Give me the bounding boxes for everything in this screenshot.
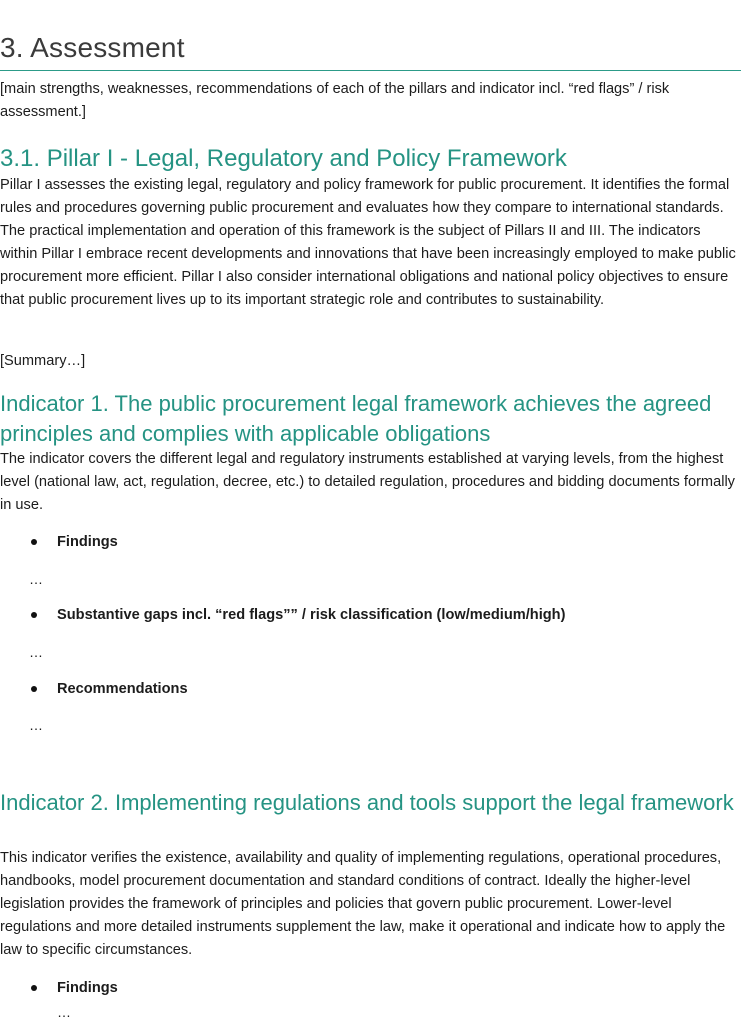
indicator2-title: Indicator 2. Implementing regulations and tools support the legal framework — [0, 790, 734, 815]
recommendations-placeholder: … — [29, 717, 43, 733]
findings-placeholder: … — [29, 571, 43, 587]
findings-label-2: Findings — [57, 980, 118, 996]
pillar-body: Pillar I assesses the existing legal, regulatory and policy framework for public procurement. It identifies the formal rules and procedures governing public procurement and evaluates how they compare to international standards. The practical implementation and operation of this framework is the subject of Pillars II and III. The indicators within Pillar I embrace recent developments and innovations that have been increasingly employed to make public procurement more efficient. Pillar I also consider international obligations and national policy objectives to ensure that public procurement lives up to its important strategic role and contributes to sustainability. — [0, 177, 736, 309]
pillar-summary: [Summary…] — [0, 353, 86, 369]
indicator2-body: This indicator verifies the existence, availability and quality of implementing regulations, operational procedures, handbooks, model procurement documentation and standard conditions of contract. Ideally the higher-level legislation provides the framework of principles and policies that govern public procurement. Lower-level regulations and more detailed instruments supplement the law, make it operational and indicate how to apply the law to specific circumstances. — [0, 850, 726, 959]
findings-label: Findings — [57, 534, 118, 550]
intro-text: [main strengths, weaknesses, recommendations of each of the pillars and indicator incl. “red flags” / risk assessment.] — [0, 81, 670, 121]
page-title: 3. Assessment — [0, 32, 185, 63]
gaps-placeholder: … — [29, 644, 43, 660]
bullet-dot — [31, 985, 37, 991]
bullet-dot — [31, 539, 37, 545]
gaps-label: Substantive gaps incl. “red flags”” / risk classification (low/medium/high) — [57, 607, 566, 623]
findings-placeholder-2: … — [57, 1004, 71, 1020]
bullet-dot — [31, 686, 37, 692]
indicator1-body: The indicator covers the different legal and regulatory instruments established at varying levels, from the highest level (national law, act, regulation, decree, etc.) to detailed regulation, procedures and bidding documents formally in use. — [0, 451, 735, 514]
indicator1-title: Indicator 1. The public procurement legal framework achieves the agreed principles and complies with applicable obligations — [0, 391, 712, 446]
pillar-title: 3.1. Pillar I - Legal, Regulatory and Policy Framework — [0, 145, 567, 172]
heading-rule — [0, 70, 741, 71]
recommendations-label: Recommendations — [57, 681, 188, 697]
bullet-dot — [31, 612, 37, 618]
